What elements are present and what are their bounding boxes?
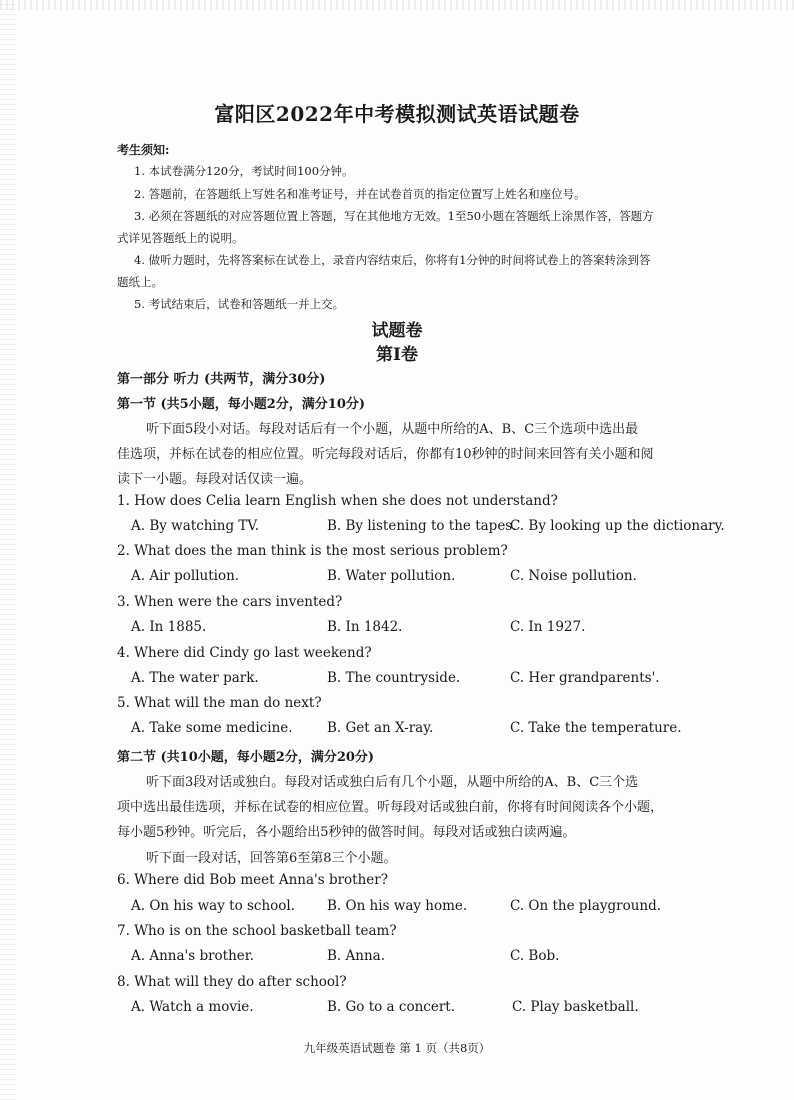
notice-item: 5. 考试结束后，试卷和答题纸一并上交。 (134, 297, 345, 311)
option-b: B. Anna. (327, 948, 385, 964)
question-text: 5. What will the man do next? (117, 695, 322, 711)
option-c: C. Take the temperature. (510, 720, 682, 736)
option-a: A. By watching TV. (131, 518, 260, 534)
notice-item: 1. 本试卷满分120分，考试时间100分钟。 (134, 164, 354, 178)
option-c: C. On the playground. (510, 898, 662, 914)
volume-heading: 第I卷 (376, 345, 418, 365)
option-c: C. Noise pollution. (510, 568, 637, 584)
notice-item: 式详见答题纸上的说明。 (117, 231, 244, 245)
instruction-line: 读下一小题。每段对话仅读一遍。 (117, 472, 313, 487)
section-heading: 第二节 (共10小题，每小题2分，满分20分) (117, 750, 375, 765)
question-text: 8. What will they do after school? (117, 974, 347, 990)
instruction-line: 听下面5段小对话。每段对话后有一个小题，从题中所给的A、B、C三个选项中选出最 (146, 422, 639, 437)
notice-item: 3. 必须在答题纸的对应答题位置上答题，写在其他地方无效。1至50小题在答题纸上涂黑作答，答题方 (134, 209, 654, 223)
option-b: B. Water pollution. (327, 568, 456, 584)
paper-heading: 试题卷 (371, 321, 423, 341)
notice-item: 4. 做听力题时，先将答案标在试卷上，录音内容结束后，你将有1分钟的时间将试卷上的答案转涂到答 (134, 253, 651, 267)
sub-instruction: 听下面一段对话，回答第6至第8三个小题。 (146, 851, 397, 866)
option-a: A. Watch a movie. (131, 999, 254, 1015)
option-c: C. In 1927. (510, 619, 586, 635)
scan-edge-left (0, 0, 16, 1100)
question-text: 3. When were the cars invented? (117, 594, 343, 610)
instruction-line: 项中选出最佳选项，并标在试卷的相应位置。听每段对话或独白前，你将有时间阅读各个小题， (117, 800, 664, 815)
option-a: A. Anna's brother. (131, 948, 255, 964)
page-title: 富阳区2022年中考模拟测试英语试题卷 (214, 102, 580, 126)
instruction-line: 每小题5秒钟。听完后，各小题给出5秒钟的做答时间。每段对话或独白读两遍。 (117, 825, 576, 840)
question-text: 1. How does Celia learn English when she does not understand? (117, 493, 558, 509)
question-text: 7. Who is on the school basketball team? (117, 923, 397, 939)
option-b: B. By listening to the tapes. (327, 518, 517, 534)
section-heading: 第一节 (共5小题，每小题2分，满分10分) (117, 397, 366, 412)
option-b: B. In 1842. (327, 619, 403, 635)
option-c: C. Play basketball. (512, 999, 639, 1015)
part-heading: 第一部分 听力 (共两节，满分30分) (117, 372, 326, 387)
option-c: C. By looking up the dictionary. (510, 518, 725, 534)
question-text: 6. Where did Bob meet Anna's brother? (117, 872, 388, 888)
option-b: B. On his way home. (327, 898, 468, 914)
option-c: C. Her grandparents'. (510, 670, 660, 686)
notice-item: 题纸上。 (117, 275, 163, 289)
option-b: B. Go to a concert. (327, 999, 455, 1015)
instruction-line: 佳选项，并标在试卷的相应位置。听完每段对话后，你都有10秒钟的时间来回答有关小题和阅 (117, 447, 654, 462)
notice-heading: 考生须知: (117, 143, 170, 157)
option-b: B. The countryside. (327, 670, 461, 686)
option-b: B. Get an X-ray. (327, 720, 434, 736)
instruction-line: 听下面3段对话或独白。每段对话或独白后有几个小题，从题中所给的A、B、C三个选 (146, 775, 639, 790)
option-a: A. Air pollution. (131, 568, 240, 584)
notice-item: 2. 答题前，在答题纸上写姓名和准考证号，并在试卷首页的指定位置写上姓名和座位号。 (134, 187, 586, 201)
option-a: A. Take some medicine. (131, 720, 293, 736)
question-text: 2. What does the man think is the most serious problem? (117, 543, 508, 559)
option-a: A. The water park. (131, 670, 259, 686)
option-a: A. In 1885. (131, 619, 207, 635)
option-c: C. Bob. (510, 948, 560, 964)
page-footer: 九年级英语试题卷 第 1 页（共8页） (303, 1041, 491, 1055)
scan-edge-top (0, 0, 794, 10)
question-text: 4. Where did Cindy go last weekend? (117, 645, 372, 661)
option-a: A. On his way to school. (131, 898, 296, 914)
